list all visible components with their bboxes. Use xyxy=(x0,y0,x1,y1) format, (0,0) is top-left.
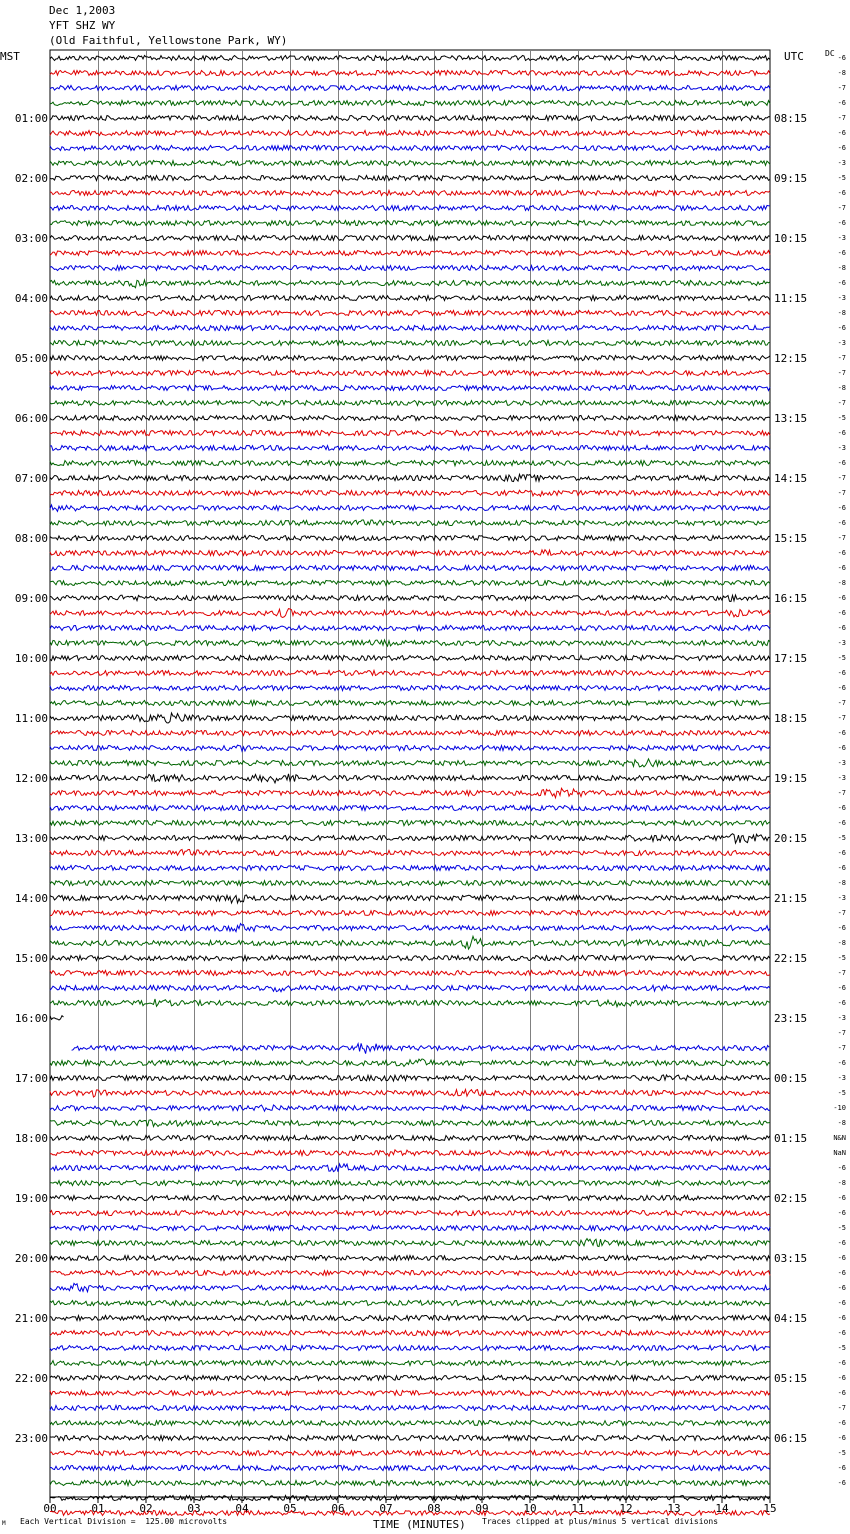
dc-offset-label: N&N xyxy=(833,1134,846,1142)
dc-offset-label: -6 xyxy=(837,429,846,437)
trace-line xyxy=(50,116,770,121)
dc-offset-label: -6 xyxy=(837,249,846,257)
dc-offset-label: -6 xyxy=(837,219,846,227)
dc-offset-label: -5 xyxy=(837,1089,846,1097)
trace-line xyxy=(50,759,770,767)
dc-offset-label: -8 xyxy=(837,579,846,587)
trace-line xyxy=(50,936,770,949)
trace-line xyxy=(72,1043,770,1053)
dc-label: DC xyxy=(825,49,835,58)
trace-line xyxy=(50,1239,770,1247)
dc-offset-label: -6 xyxy=(837,624,846,632)
trace-line xyxy=(50,416,770,421)
dc-offset-label: -3 xyxy=(837,774,846,782)
dc-offset-label: -7 xyxy=(837,84,846,92)
dc-offset-label: -6 xyxy=(837,744,846,752)
x-tick-label: 03 xyxy=(187,1502,201,1515)
dc-offset-label: -3 xyxy=(837,294,846,302)
trace-line xyxy=(50,881,770,886)
trace-line xyxy=(50,520,770,526)
dc-offset-label: -7 xyxy=(837,534,846,542)
left-timezone-label: MST xyxy=(0,50,20,63)
dc-offset-label: -5 xyxy=(837,1449,846,1457)
dc-offset-label: -3 xyxy=(837,159,846,167)
dc-offset-label: -7 xyxy=(837,789,846,797)
utc-hour-label: 02:15 xyxy=(774,1192,808,1205)
trace-line xyxy=(50,1316,770,1321)
dc-offset-label: -6 xyxy=(837,1479,846,1487)
dc-offset-label: -6 xyxy=(837,684,846,692)
dc-offset-label: -3 xyxy=(837,234,846,242)
trace-line xyxy=(50,581,770,586)
utc-hour-label: 16:15 xyxy=(774,592,808,605)
trace-line xyxy=(50,460,770,465)
trace-line xyxy=(50,1391,770,1396)
dc-offset-label: -6 xyxy=(837,1299,846,1307)
utc-hour-label: 04:15 xyxy=(774,1312,808,1325)
scale-note: Each Vertical Division = 125.00 microvolts xyxy=(20,1517,228,1526)
dc-offset-label: -6 xyxy=(837,279,846,287)
trace-line xyxy=(50,1016,64,1021)
trace-line xyxy=(50,1421,770,1426)
mst-hour-label: 10:00 xyxy=(14,652,48,665)
trace-line xyxy=(50,251,770,256)
utc-hour-label: 23:15 xyxy=(774,1012,808,1025)
trace-line xyxy=(50,834,770,843)
utc-hour-label: 11:15 xyxy=(774,292,808,305)
dc-offset-label: -7 xyxy=(837,969,846,977)
dc-offset-label: -6 xyxy=(837,519,846,527)
dc-offset-label: -7 xyxy=(837,369,846,377)
trace-line xyxy=(50,176,770,181)
trace-line xyxy=(50,626,770,631)
trace-line xyxy=(50,311,770,316)
trace-line xyxy=(50,985,770,992)
trace-line xyxy=(50,1481,770,1486)
x-tick-label: 14 xyxy=(715,1502,729,1515)
utc-hour-label: 08:15 xyxy=(774,112,808,125)
trace-line xyxy=(50,490,770,496)
trace-line xyxy=(50,1136,770,1141)
clip-note: Traces clipped at plus/minus 5 vertical divisions xyxy=(482,1517,719,1526)
trace-line xyxy=(50,999,770,1007)
trace-line xyxy=(50,86,770,91)
dc-offset-label: -7 xyxy=(837,909,846,917)
mst-hour-label: 08:00 xyxy=(14,532,48,545)
dc-offset-label: -6 xyxy=(837,459,846,467)
dc-offset-label: -3 xyxy=(837,639,846,647)
trace-line xyxy=(50,1451,770,1456)
trace-line xyxy=(50,146,770,151)
dc-offset-label: -6 xyxy=(837,594,846,602)
dc-offset-label: -6 xyxy=(837,504,846,512)
x-tick-label: 08 xyxy=(427,1502,441,1515)
dc-offset-label: -6 xyxy=(837,99,846,107)
station-code: YFT SHZ WY xyxy=(49,19,116,32)
dc-offset-label: -7 xyxy=(837,1404,846,1412)
mst-hour-label: 09:00 xyxy=(14,592,48,605)
dc-offset-label: -6 xyxy=(837,1059,846,1067)
dc-offset-label: -8 xyxy=(837,1119,846,1127)
trace-line xyxy=(50,161,770,166)
x-tick-label: 00 xyxy=(43,1502,57,1515)
trace-line xyxy=(50,296,770,301)
trace-line xyxy=(50,71,770,76)
trace-line xyxy=(50,401,770,406)
dc-offset-label: -10 xyxy=(833,1104,846,1112)
x-tick-label: 01 xyxy=(91,1502,105,1515)
utc-hour-label: 00:15 xyxy=(774,1072,808,1085)
trace-line xyxy=(50,1406,770,1411)
trace-line xyxy=(50,371,770,376)
x-tick-label: 13 xyxy=(667,1502,681,1515)
dc-offset-label: -6 xyxy=(837,1419,846,1427)
trace-line xyxy=(50,1226,770,1231)
utc-hour-label: 17:15 xyxy=(774,652,808,665)
utc-hour-label: 05:15 xyxy=(774,1372,808,1385)
trace-line xyxy=(50,1256,770,1261)
utc-hour-label: 10:15 xyxy=(774,232,808,245)
trace-line xyxy=(50,221,770,226)
trace-line xyxy=(50,924,770,932)
utc-hour-label: 03:15 xyxy=(774,1252,808,1265)
trace-line xyxy=(50,266,770,271)
x-tick-label: 11 xyxy=(571,1502,585,1515)
utc-hour-label: 09:15 xyxy=(774,172,808,185)
corner-mark: M xyxy=(2,1520,6,1527)
mst-hour-label: 03:00 xyxy=(14,232,48,245)
dc-offset-label: -7 xyxy=(837,204,846,212)
utc-hour-label: 22:15 xyxy=(774,952,808,965)
trace-line xyxy=(50,1105,770,1111)
x-tick-label: 10 xyxy=(523,1502,537,1515)
dc-offset-label: -5 xyxy=(837,174,846,182)
dc-offset-label: -6 xyxy=(837,129,846,137)
mst-hour-label: 17:00 xyxy=(14,1072,48,1085)
trace-line xyxy=(50,1059,770,1067)
dc-offset-label: -5 xyxy=(837,1344,846,1352)
mst-hour-label: 21:00 xyxy=(14,1312,48,1325)
trace-line xyxy=(50,1181,770,1186)
utc-hour-label: 14:15 xyxy=(774,472,808,485)
dc-offset-label: -6 xyxy=(837,1434,846,1442)
mst-hour-label: 01:00 xyxy=(14,112,48,125)
trace-line xyxy=(50,1496,770,1501)
trace-line xyxy=(50,446,770,451)
x-tick-label: 04 xyxy=(235,1502,249,1515)
dc-offset-label: -8 xyxy=(837,1179,846,1187)
trace-line xyxy=(50,550,770,556)
x-tick-label: 06 xyxy=(331,1502,345,1515)
mst-hour-label: 15:00 xyxy=(14,952,48,965)
dc-offset-label: -7 xyxy=(837,699,846,707)
dc-offset-label: -6 xyxy=(837,324,846,332)
utc-hour-label: 13:15 xyxy=(774,412,808,425)
dc-offset-label: -7 xyxy=(837,474,846,482)
dc-offset-label: -7 xyxy=(837,1044,846,1052)
dc-offset-label: -8 xyxy=(837,384,846,392)
dc-offset-label: -6 xyxy=(837,1284,846,1292)
utc-hour-label: 15:15 xyxy=(774,532,808,545)
trace-line xyxy=(50,640,770,646)
trace-line xyxy=(50,236,770,241)
trace-line xyxy=(50,101,770,106)
trace-line xyxy=(50,713,770,723)
dc-offset-label: -3 xyxy=(837,339,846,347)
trace-line xyxy=(50,850,770,856)
mst-hour-label: 22:00 xyxy=(14,1372,48,1385)
dc-offset-label: NaN xyxy=(833,1149,846,1157)
dc-offset-label: -6 xyxy=(837,999,846,1007)
mst-hour-label: 19:00 xyxy=(14,1192,48,1205)
dc-offset-label: -5 xyxy=(837,654,846,662)
dc-offset-label: -6 xyxy=(837,984,846,992)
dc-offset-label: -6 xyxy=(837,819,846,827)
x-tick-label: 02 xyxy=(139,1502,153,1515)
dc-offset-label: -3 xyxy=(837,894,846,902)
dc-offset-label: -6 xyxy=(837,1359,846,1367)
utc-hour-label: 18:15 xyxy=(774,712,808,725)
trace-line xyxy=(50,1211,770,1216)
dc-offset-label: -6 xyxy=(837,1194,846,1202)
dc-offset-label: -6 xyxy=(837,1239,846,1247)
dc-offset-label: -6 xyxy=(837,924,846,932)
trace-line xyxy=(50,866,770,871)
trace-line xyxy=(50,1120,770,1127)
trace-line xyxy=(50,731,770,736)
trace-line xyxy=(50,609,770,618)
dc-offset-label: -6 xyxy=(837,564,846,572)
dc-offset-label: -6 xyxy=(837,609,846,617)
utc-hour-label: 12:15 xyxy=(774,352,808,365)
trace-line xyxy=(50,1283,770,1291)
mst-hour-label: 23:00 xyxy=(14,1432,48,1445)
trace-line xyxy=(50,656,770,661)
dc-offset-label: -6 xyxy=(837,1389,846,1397)
station-location: (Old Faithful, Yellowstone Park, WY) xyxy=(49,34,288,47)
trace-line xyxy=(50,1301,770,1306)
dc-offset-label: -8 xyxy=(837,879,846,887)
mst-hour-label: 13:00 xyxy=(14,832,48,845)
dc-offset-label: -8 xyxy=(837,309,846,317)
x-tick-label: 07 xyxy=(379,1502,393,1515)
dc-offset-label: -5 xyxy=(837,414,846,422)
dc-offset-label: -7 xyxy=(837,114,846,122)
dc-offset-label: -6 xyxy=(837,669,846,677)
right-timezone-label: UTC xyxy=(784,50,804,63)
trace-line xyxy=(50,774,770,783)
trace-line xyxy=(50,971,770,976)
dc-offset-label: -7 xyxy=(837,399,846,407)
trace-line xyxy=(50,1196,770,1201)
chart-date: Dec 1,2003 xyxy=(49,4,116,17)
trace-line xyxy=(50,1436,770,1441)
utc-hour-label: 01:15 xyxy=(774,1132,808,1145)
trace-line xyxy=(50,206,770,211)
dc-offset-label: -8 xyxy=(837,264,846,272)
mst-hour-label: 06:00 xyxy=(14,412,48,425)
dc-offset-label: -3 xyxy=(837,1074,846,1082)
trace-line xyxy=(50,788,770,798)
mst-hour-label: 05:00 xyxy=(14,352,48,365)
dc-offset-label: -7 xyxy=(837,714,846,722)
mst-hour-label: 18:00 xyxy=(14,1132,48,1145)
dc-offset-label: -6 xyxy=(837,804,846,812)
trace-line xyxy=(50,595,770,601)
dc-offset-label: -3 xyxy=(837,1014,846,1022)
dc-offset-label: -3 xyxy=(837,759,846,767)
dc-offset-label: -6 xyxy=(837,1329,846,1337)
trace-line xyxy=(50,566,770,571)
dc-offset-label: -5 xyxy=(837,954,846,962)
trace-line xyxy=(50,326,770,331)
dc-offset-label: -8 xyxy=(837,939,846,947)
trace-line xyxy=(50,1511,770,1516)
mst-hour-label: 02:00 xyxy=(14,172,48,185)
mst-hour-label: 20:00 xyxy=(14,1252,48,1265)
mst-hour-label: 04:00 xyxy=(14,292,48,305)
trace-line xyxy=(50,1466,770,1471)
dc-offset-label: -6 xyxy=(837,189,846,197)
trace-line xyxy=(50,505,770,512)
utc-hour-label: 06:15 xyxy=(774,1432,808,1445)
utc-hour-label: 20:15 xyxy=(774,832,808,845)
dc-offset-label: -6 xyxy=(837,1269,846,1277)
trace-line xyxy=(50,701,770,706)
trace-line xyxy=(50,474,770,481)
dc-offset-label: -6 xyxy=(837,1374,846,1382)
x-tick-label: 12 xyxy=(619,1502,633,1515)
trace-line xyxy=(50,1346,770,1351)
trace-line xyxy=(50,1090,770,1098)
trace-line xyxy=(50,356,770,361)
trace-line xyxy=(50,671,770,676)
dc-offset-label: -6 xyxy=(837,54,846,62)
trace-line xyxy=(50,895,770,903)
x-tick-label: 05 xyxy=(283,1502,297,1515)
utc-hour-label: 21:15 xyxy=(774,892,808,905)
trace-line xyxy=(50,131,770,136)
trace-line xyxy=(50,956,770,961)
dc-offset-label: -7 xyxy=(837,354,846,362)
trace-line xyxy=(50,191,770,196)
dc-offset-label: -6 xyxy=(837,1464,846,1472)
dc-offset-label: -6 xyxy=(837,1164,846,1172)
dc-offset-label: -8 xyxy=(837,69,846,77)
trace-line xyxy=(50,56,770,61)
dc-offset-label: -6 xyxy=(837,144,846,152)
dc-offset-label: -7 xyxy=(837,1029,846,1037)
x-tick-label: 09 xyxy=(475,1502,489,1515)
trace-line xyxy=(50,911,770,916)
trace-line xyxy=(50,1361,770,1366)
trace-line xyxy=(50,341,770,346)
dc-offset-label: -7 xyxy=(837,489,846,497)
trace-line xyxy=(50,1271,770,1276)
trace-line xyxy=(50,280,770,288)
dc-offset-label: -6 xyxy=(837,729,846,737)
dc-offset-label: -6 xyxy=(837,849,846,857)
x-axis-title: TIME (MINUTES) xyxy=(373,1518,466,1531)
trace-line xyxy=(50,745,770,751)
dc-offset-label: -6 xyxy=(837,864,846,872)
trace-line xyxy=(50,536,770,541)
trace-line xyxy=(50,1376,770,1381)
dc-offset-label: -6 xyxy=(837,1209,846,1217)
trace-line xyxy=(50,386,770,391)
dc-offset-label: -5 xyxy=(837,1224,846,1232)
x-tick-label: 15 xyxy=(763,1502,777,1515)
trace-line xyxy=(50,431,770,436)
dc-offset-label: -3 xyxy=(837,444,846,452)
trace-line xyxy=(50,1150,770,1156)
trace-line xyxy=(50,820,770,825)
dc-offset-label: -5 xyxy=(837,834,846,842)
mst-hour-label: 16:00 xyxy=(14,1012,48,1025)
mst-hour-label: 12:00 xyxy=(14,772,48,785)
dc-offset-label: -6 xyxy=(837,1314,846,1322)
dc-offset-label: -6 xyxy=(837,549,846,557)
trace-line xyxy=(50,806,770,811)
mst-hour-label: 11:00 xyxy=(14,712,48,725)
dc-offset-label: -6 xyxy=(837,1254,846,1262)
trace-line xyxy=(50,1164,770,1172)
trace-line xyxy=(50,686,770,691)
trace-line xyxy=(50,1331,770,1336)
mst-hour-label: 14:00 xyxy=(14,892,48,905)
mst-hour-label: 07:00 xyxy=(14,472,48,485)
utc-hour-label: 19:15 xyxy=(774,772,808,785)
trace-line xyxy=(50,1075,770,1081)
